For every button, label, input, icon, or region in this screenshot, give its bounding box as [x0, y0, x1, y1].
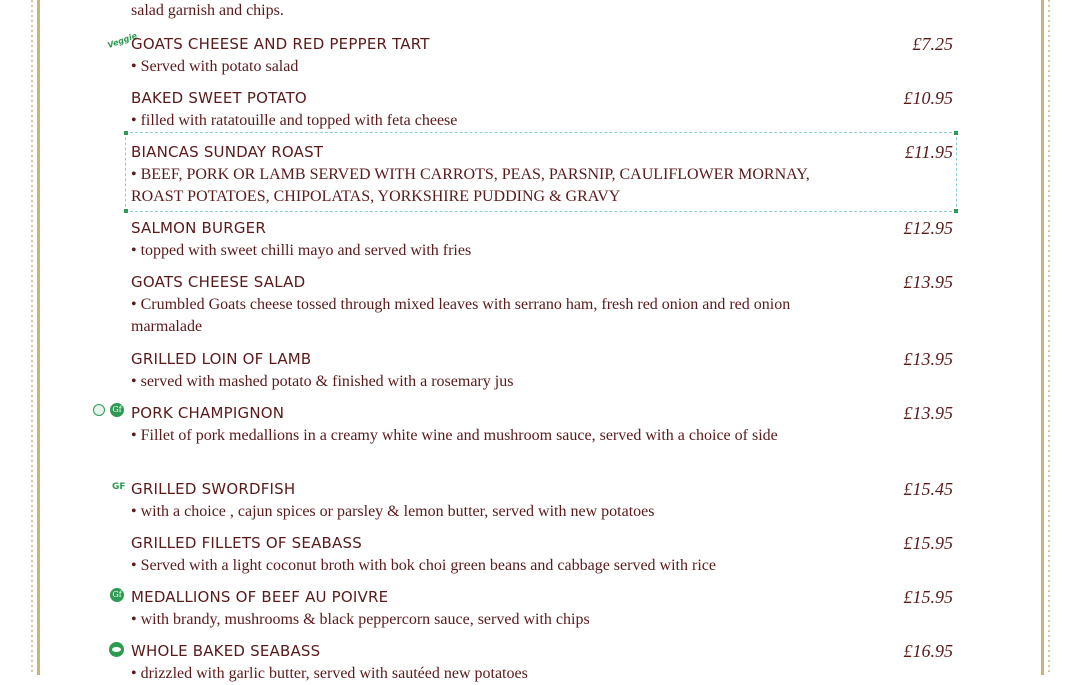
item-title: GRILLED FILLETS OF SEABASS — [131, 534, 362, 552]
previous-item-description: salad garnish and chips. — [131, 2, 284, 19]
menu-item — [131, 533, 961, 577]
item-title: GOATS CHEESE AND RED PEPPER TART — [131, 35, 430, 53]
menu-item — [131, 587, 961, 631]
item-description: • drizzled with garlic butter, served with sautéed new potatoes — [131, 665, 528, 682]
item-title: WHOLE BAKED SEABASS — [131, 642, 321, 660]
item-price: £15.95 — [903, 533, 953, 553]
item-price: £15.45 — [903, 479, 953, 499]
menu-item — [131, 142, 961, 208]
menu-item — [131, 272, 961, 338]
item-description: • Served with potato salad — [131, 58, 299, 75]
menu-item — [131, 218, 961, 262]
item-description: • with a choice , cajun spices or parsley & lemon butter, served with new potatoes — [131, 503, 655, 520]
gluten-free-text-icon: GF — [112, 482, 126, 492]
item-price: £7.25 — [912, 34, 953, 54]
page-border-left — [37, 0, 40, 675]
veggie-badge-icon: Veggie — [106, 31, 139, 50]
lacto-badge-icon — [93, 404, 105, 416]
item-title: PORK CHAMPIGNON — [131, 404, 285, 422]
item-price: £13.95 — [903, 349, 953, 369]
item-description: • Served with a light coconut broth with bok choi green beans and cabbage served with rice — [131, 557, 716, 574]
item-title: GRILLED LOIN OF LAMB — [131, 350, 312, 368]
item-title: GOATS CHEESE SALAD — [131, 273, 306, 291]
item-price: £13.95 — [903, 403, 953, 423]
item-description: • filled with ratatouille and topped with feta cheese — [131, 112, 458, 129]
item-description: • with brandy, mushrooms & black peppercorn sauce, served with chips — [131, 611, 590, 628]
item-description: • topped with sweet chilli mayo and served with fries — [131, 242, 472, 259]
menu-item — [131, 403, 961, 447]
page-border-right — [1041, 0, 1044, 675]
item-title: BAKED SWEET POTATO — [131, 89, 307, 107]
menu-item — [131, 641, 961, 685]
item-description: • BEEF, PORK OR LAMB SERVED WITH CARROTS, PEAS, PARSNIP, CAULIFLOWER MORNAY, ROAST POTATOES, CHIPOLATAS, YORKSHIRE PUDDING & GRAVY — [131, 166, 810, 205]
menu-item — [131, 349, 961, 393]
item-price: £11.95 — [904, 142, 953, 162]
fish-icon — [109, 642, 124, 657]
gluten-free-icon: Gf — [110, 403, 124, 417]
item-price: £12.95 — [903, 218, 953, 238]
item-price: £13.95 — [903, 272, 953, 292]
menu-item — [131, 88, 961, 132]
item-price: £16.95 — [903, 641, 953, 661]
menu-item — [131, 34, 961, 78]
item-description: • served with mashed potato & finished with a rosemary jus — [131, 373, 514, 390]
item-description: • Crumbled Goats cheese tossed through mixed leaves with serrano ham, fresh red onion and red onion marmalade — [131, 296, 791, 335]
item-price: £15.95 — [903, 587, 953, 607]
item-title: BIANCAS SUNDAY ROAST — [131, 143, 324, 161]
item-title: GRILLED SWORDFISH — [131, 480, 296, 498]
item-price: £10.95 — [903, 88, 953, 108]
menu-item — [131, 479, 961, 523]
item-title: MEDALLIONS OF BEEF AU POIVRE — [131, 588, 389, 606]
item-description: • Fillet of pork medallions in a creamy white wine and mushroom sauce, served with a choice of side — [131, 427, 778, 444]
gluten-free-icon: Gf — [110, 588, 124, 602]
item-title: SALMON BURGER — [131, 219, 266, 237]
